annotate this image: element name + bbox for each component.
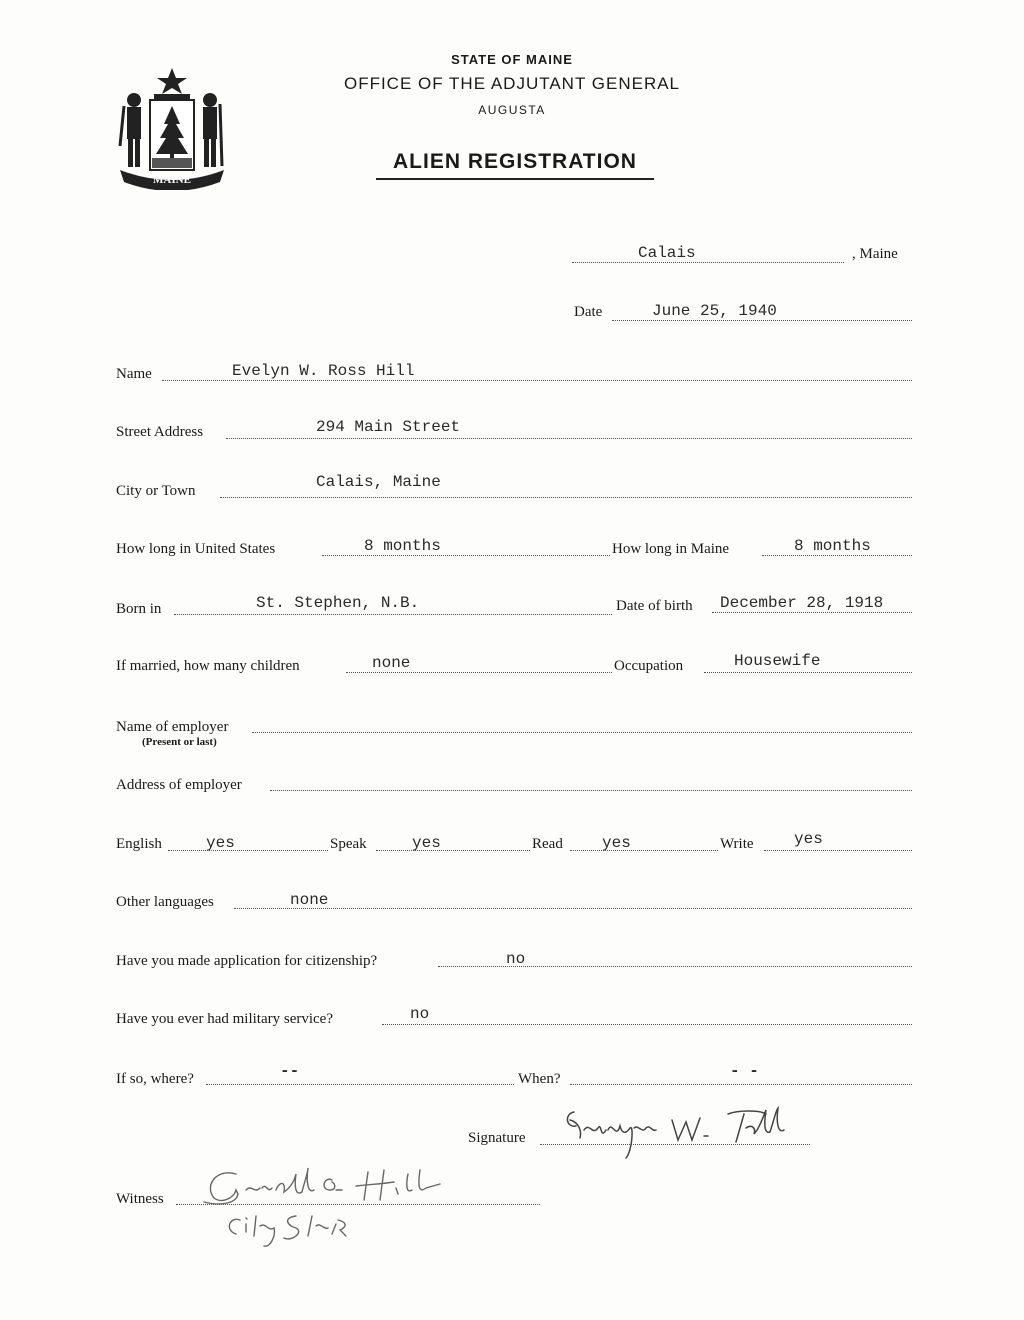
street-label: Street Address xyxy=(116,424,204,440)
us-label: How long in United States xyxy=(116,541,276,557)
state-heading: STATE OF MAINE xyxy=(451,52,573,67)
military-label: Have you ever had military service? xyxy=(116,1011,333,1027)
witness-label: Witness xyxy=(116,1191,164,1207)
seal-text: MAINE xyxy=(153,174,191,186)
where-label: If so, where? xyxy=(116,1071,194,1087)
name-label: Name xyxy=(116,366,152,382)
citizenship-label: Have you made application for citizenship? xyxy=(116,953,378,969)
when-value: - - xyxy=(730,1062,759,1080)
when-line xyxy=(570,1084,912,1085)
form-title: ALIEN REGISTRATION xyxy=(376,150,654,180)
speak-value: yes xyxy=(412,834,441,852)
city-heading: AUGUSTA xyxy=(478,103,546,117)
read-value: yes xyxy=(602,834,631,852)
employer-note: (Present or last) xyxy=(142,736,217,748)
where-line xyxy=(206,1084,514,1085)
other-languages-label: Other languages xyxy=(116,894,214,910)
city-line xyxy=(220,497,912,498)
children-line xyxy=(346,672,612,673)
dob-line xyxy=(712,612,912,613)
street-line xyxy=(226,438,912,439)
military-line xyxy=(382,1024,912,1025)
citizenship-value: no xyxy=(506,950,526,968)
born-line xyxy=(174,614,612,615)
speak-line xyxy=(376,850,530,851)
english-line xyxy=(168,850,328,851)
maine-long-line xyxy=(762,555,912,556)
date-value: June 25, 1940 xyxy=(652,302,777,320)
born-value: St. Stephen, N.B. xyxy=(256,594,420,612)
children-value: none xyxy=(372,654,411,672)
employer-address-line xyxy=(270,790,912,791)
english-value: yes xyxy=(206,834,235,852)
us-value: 8 months xyxy=(364,537,441,555)
date-line xyxy=(612,320,912,321)
town-line xyxy=(572,262,844,263)
office-heading: OFFICE OF THE ADJUTANT GENERAL xyxy=(343,74,681,93)
military-value: no xyxy=(410,1005,430,1023)
applicant-signature-icon xyxy=(560,1100,810,1162)
street-value: 294 Main Street xyxy=(316,418,461,436)
name-value: Evelyn W. Ross Hill xyxy=(232,362,415,380)
write-label: Write xyxy=(720,836,754,852)
signature-label: Signature xyxy=(468,1130,526,1146)
city-label: City or Town xyxy=(116,483,196,499)
write-value: yes xyxy=(794,830,823,848)
employer-line xyxy=(252,732,912,733)
dob-value: December 28, 1918 xyxy=(720,594,884,612)
maine-long-label: How long in Maine xyxy=(612,541,730,557)
read-line xyxy=(570,850,718,851)
dob-label: Date of birth xyxy=(616,598,693,614)
children-label: If married, how many children xyxy=(116,658,300,674)
occupation-value: Housewife xyxy=(734,652,821,670)
occupation-label: Occupation xyxy=(614,658,684,674)
maine-label: , Maine xyxy=(852,246,898,262)
name-line xyxy=(162,380,912,381)
other-languages-line xyxy=(234,908,912,909)
write-line xyxy=(764,850,912,851)
when-label: When? xyxy=(518,1071,561,1087)
where-value: -- xyxy=(280,1062,300,1080)
born-label: Born in xyxy=(116,601,162,617)
witness-signature-icon xyxy=(196,1160,486,1250)
other-languages-value: none xyxy=(290,891,329,909)
maine-long-value: 8 months xyxy=(794,537,871,555)
city-value: Calais, Maine xyxy=(316,473,441,491)
english-label: English xyxy=(116,836,162,852)
maine-state-seal-icon xyxy=(116,66,228,190)
employer-label: Name of employer xyxy=(116,719,229,735)
date-label: Date xyxy=(574,304,603,320)
town-value: Calais xyxy=(638,244,696,262)
speak-label: Speak xyxy=(330,836,367,852)
us-line xyxy=(322,555,610,556)
occupation-line xyxy=(704,672,912,673)
read-label: Read xyxy=(532,836,563,852)
employer-address-label: Address of employer xyxy=(116,777,242,793)
